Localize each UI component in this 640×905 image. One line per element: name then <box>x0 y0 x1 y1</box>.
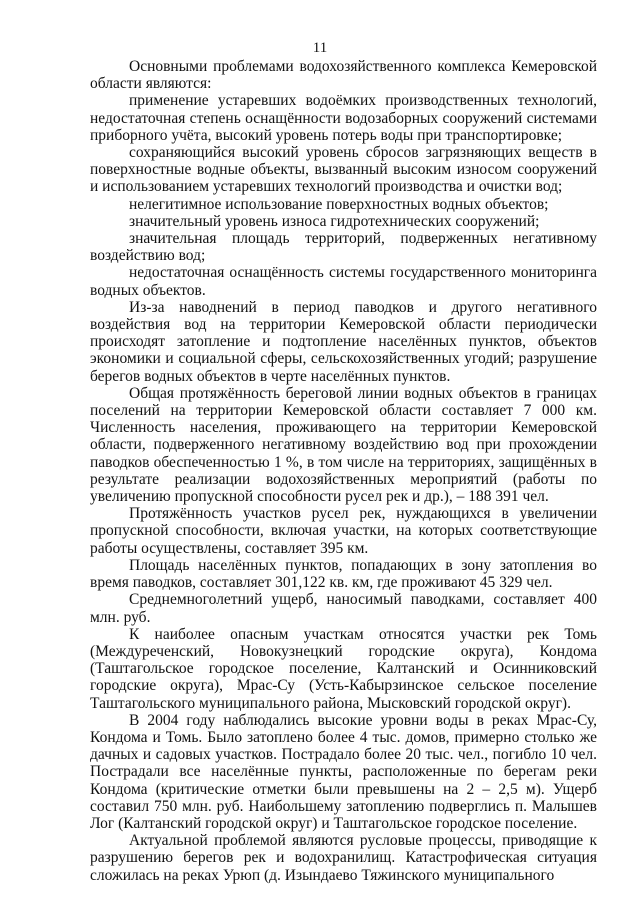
paragraph-intro: Основными проблемами водохозяйственного комплекса Кемеровской области являются: <box>90 58 597 93</box>
paragraph-problem-technologies: применение устаревших водоёмких производственных технологий, недостаточная степень оснащённости водозаборных сооружений системами приборного учёта, высокий уровень потерь воды при транспортировке; <box>90 92 597 144</box>
paragraph-shoreline: Общая протяжённость береговой линии водных объектов в границах поселений на территории Кемеровской области составляет 7 000 км. Численность населения, проживающего на территории Кемеровской области, подверженного негативному воздействию вод при прохождении паводков обеспеченностью 1 %, в том числе на территориях, защищённых в результате реализации водохозяйственных мероприятий (работы по увеличению пропускной способности русел рек и др.), – 188 391 чел. <box>90 384 597 506</box>
paragraph-problem-illegitimate-use: нелегитимное использование поверхностных водных объектов; <box>129 195 549 213</box>
paragraph-problem-monitoring: недостаточная оснащённость системы государственного мониторинга водных объектов. <box>90 264 597 299</box>
paragraph-problem-territory: значительная площадь территорий, подверженных негативному воздействию вод; <box>90 230 597 265</box>
paragraph-channel-processes: Актуальной проблемой являются русловые процессы, приводящие к разрушению берегов рек и водохранилищ. Катастрофическая ситуация сложилась на реках Урюп (д. Изындаево Тяжинского муниципального <box>90 832 597 884</box>
document-body <box>90 58 597 884</box>
paragraph-problem-wear: значительный уровень износа гидротехнических сооружений; <box>129 212 540 230</box>
paragraph-problem-pollution: сохраняющийся высокий уровень сбросов загрязняющих веществ в поверхностные водные объекты, вызванный высоким износом сооружений и использованием устаревших технологий производства и очистки вод; <box>90 144 597 196</box>
paragraph-river-channels: Протяжённость участков русел рек, нуждающихся в увеличении пропускной способности, включая участки, на которых соответствующие работы осуществлены, составляет 395 км. <box>90 505 597 557</box>
page-number: 11 <box>312 40 328 56</box>
paragraph-floods: Из-за наводнений в период паводков и другого негативного воздействия вод на территории Кемеровской области периодически происходят затопление и подтопление населённых пунктов, объектов экономики и социальной сферы, сельскохозяйственных угодий; разрушение берегов водных объектов в черте населённых пунктов. <box>90 298 597 385</box>
paragraph-dangerous-sections: К наиболее опасным участкам относятся участки рек Томь (Междуреченский, Новокузнецкий городские округа), Кондома (Таштагольское городское поселение, Калтанский и Осинниковский городские округа), Мрас-Су (Усть-Кабырзинское сельское поселение Таштагольского муниципального района, Мысковский городской округ). <box>90 625 597 712</box>
paragraph-2004-flood: В 2004 году наблюдались высокие уровни воды в реках Мрас-Су, Кондома и Томь. Было затоплено более 4 тыс. домов, примерно столько же дачных и садовых участков. Пострадало более 20 тыс. чел., погибло 10 чел. Пострадали все населённые пункты, расположенные по берегам реки Кондома (критические отметки были превышены на 2 – 2,5 м). Ущерб составил 750 млн. руб. Наибольшему затоплению подверглись п. Малышев Лог (Калтанский городской округ) и Таштагольское городское поселение. <box>90 711 597 832</box>
paragraph-damage: Среднемноголетний ущерб, наносимый паводками, составляет 400 млн. руб. <box>90 591 597 626</box>
paragraph-flood-area: Площадь населённых пунктов, попадающих в зону затопления во время паводков, составляет 301,122 кв. км, где проживают 45 329 чел. <box>90 556 597 592</box>
